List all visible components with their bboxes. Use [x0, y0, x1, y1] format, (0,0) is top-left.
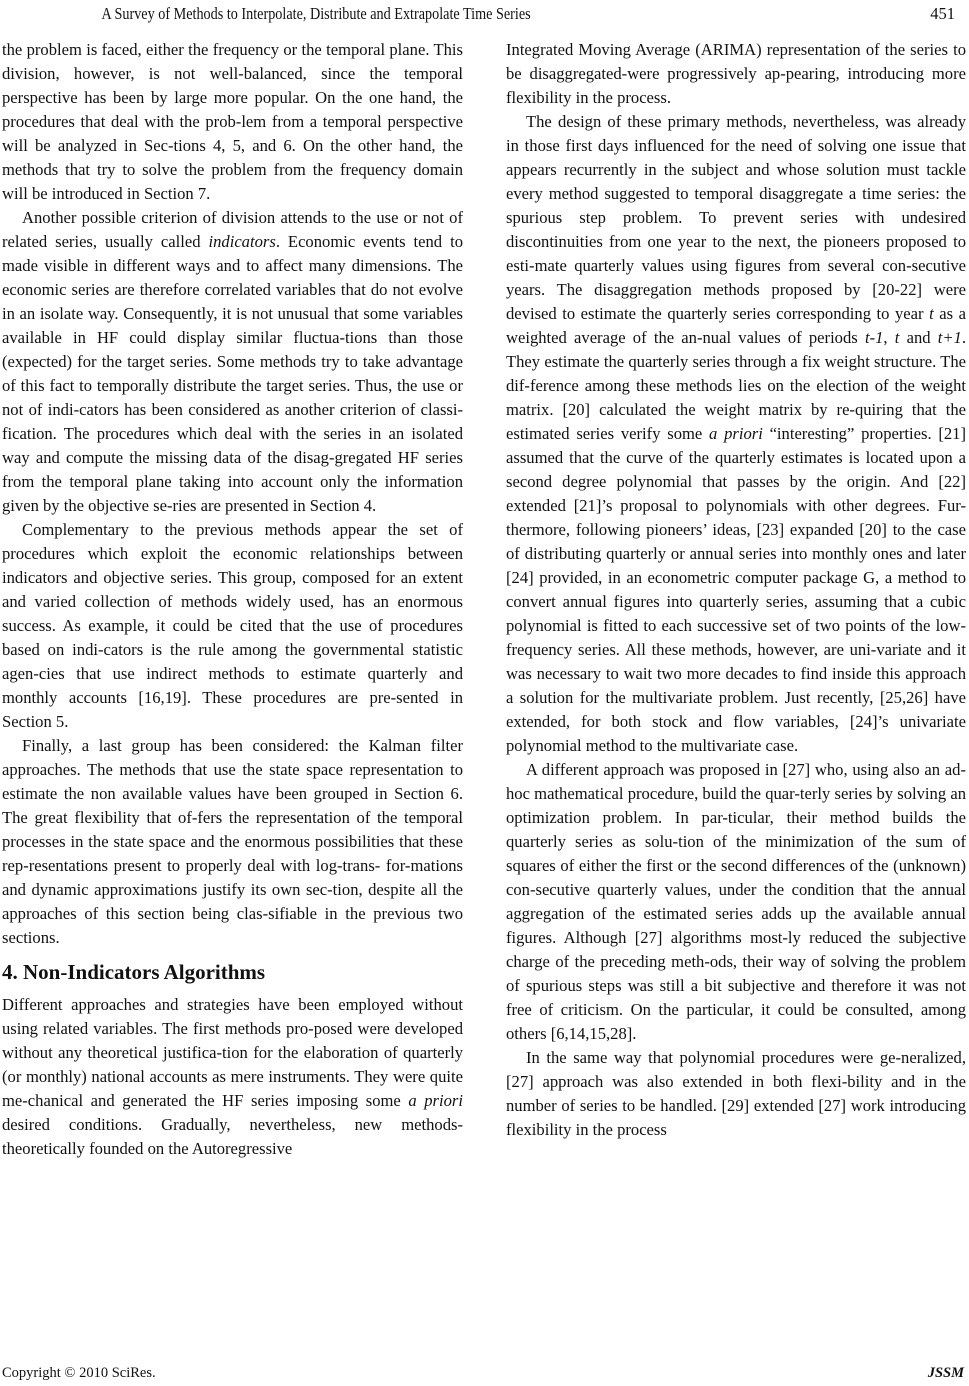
text-run: Different approaches and strategies have been employed without using related variables. The first methods pro-posed were developed without any theoretical justifica-tion for the elaboration of quarterly (or monthly) national accounts as mere instruments. They were quite me-chanical and generated the HF series imposing some [2, 995, 463, 1110]
page-number: 451 [930, 4, 955, 23]
running-header [0, 4, 833, 26]
paragraph [2, 206, 463, 518]
paragraph [506, 110, 966, 758]
section-heading: 4. Non-Indicators Algorithms [2, 960, 266, 984]
text-run: The design of these primary methods, nevertheless, was already in those first days influenced for the need of solving one issue that appears recurrently in the subject and whose solution must tackle every method suggested to temporal disaggregate a time series: the spurious step problem. To prevent series with undesired discontinuities from one year to the next, the pioneers proposed to esti-mate quarterly values using figures from several con-secutive years. The disaggregation methods proposed by [20-22] were devised to estimate the quarterly series corresponding to year [506, 112, 966, 323]
italic-term: t+1 [937, 328, 962, 347]
paragraph: Finally, a last group has been considered: the Kalman filter approaches. The methods that use the state space representation to estimate the non available values have been grouped in Section 6. The great flexibility that of-fers the representation of the temporal processes in the state space and the enormous possibilities that these rep-resentations present to properly deal with log-trans- for-mations and dynamic approximations justify its own sec-tion, despite all the approaches of this section being clas-sifiable in the previous two sections. [2, 736, 463, 947]
copyright-notice: Copyright © 2010 SciRes. [2, 1365, 156, 1381]
italic-term: t-1 [864, 328, 884, 347]
italic-term: t [894, 328, 900, 347]
paragraph: A different approach was proposed in [27] who, using also an ad-hoc mathematical procedure, build the quar-terly series by solving an optimization problem. In par-ticular, their method builds the quarterly series as solu-tion of the minimization of the sum of squares of either the first or the second differences of the (unknown) con-secutive quarterly values, under the condition that the annual aggregation of the estimated series adds up the available annual figures. Although [27] algorithms most-ly reduced the subjective charge of the preceding meth-ods, their way of solving the problem of spurious steps was still a bit subjective and therefore it was not free of criticism. On the particular, it could be consulted, among others [6,14,15,28]. [506, 760, 966, 1043]
text-run: and [899, 328, 938, 347]
left-column [2, 38, 463, 1161]
journal-abbreviation: JSSM [927, 1365, 964, 1381]
paragraph: Complementary to the previous methods appear the set of procedures which exploit the economic relationships between indicators and objective series. This group, composed for an extent and varied collection of methods widely used, has an enormous success. As example, it could be cited that the use of procedures based on indi-cators is the rule among the governmental statistic agen-cies that use indirect methods to estimate quarterly and monthly accounts [16,19]. These procedures are pre-sented in Section 5. [2, 520, 463, 731]
right-column [506, 38, 966, 1142]
running-title: A Survey of Methods to Interpolate, Distribute and Extrapolate Time Series [101, 4, 531, 23]
paragraph: Integrated Moving Average (ARIMA) representation of the series to be disaggregated-were progressively ap-pearing, introducing more flexibility in the process. [506, 40, 966, 107]
text-run: . Economic events tend to made visible in different ways and to affect many dimensions. The economic series are therefore correlated variables that do not evolve in an isolate way. Consequently, it is not unusual that some variables available in HF could display similar fluctua-tions than those (expected) for the target series. Some methods try to take advantage of this fact to temporally distribute the target series. Thus, the use or not of indi-cators has been considered as another criterion of classi-fication. The procedures which deal with the series in an isolated way and compute the missing data of the disag-gregated HF series from the temporal plane taking into account only the information given by the objective se-ries are presented in Section 4. [2, 232, 463, 515]
italic-term: a priori [709, 424, 763, 443]
text-run: “interesting” properties. [21] assumed that the curve of the quarterly estimates is located upon a second degree polynomial that passes by the origin. And [22] extended [21]’s proposal to polynomials with other degrees. Fur-thermore, following pioneers’ ideas, [23] expanded [20] to the case of distributing quarterly or annual series into monthly ones and later [24] provided, in an econometric computer package G, a method to convert annual figures into quarterly series, assuming that a cubic polynomial is fitted to each successive set of two points of the low-frequency series. All these methods, however, are uni-variate and it was necessary to wait two more decades to find inside this approach a solution for the multivariate problem. Just recently, [25,26] have extended, for both stock and flow variables, [24]’s univariate polynomial method to the multivariate case. [506, 424, 966, 755]
italic-term: a priori [408, 1091, 463, 1110]
italic-term: t [929, 304, 934, 323]
text-run: Another possible criterion of division attends to the use or not of related series, usually called [2, 208, 463, 251]
paragraph [2, 993, 463, 1161]
text-run: desired conditions. Gradually, nevertheless, new methods-theoretically founded on the Autoregressive [2, 1115, 463, 1158]
text-run: as a weighted average of the an-nual values of periods [506, 304, 966, 347]
text-run: . They estimate the quarterly series through a fix weight structure. The dif-ference among these methods lies on the election of the weight matrix. [20] calculated the weight matrix by re-quiring that the estimated series verify some [506, 328, 967, 443]
italic-term: indicators [208, 232, 276, 251]
paragraph: In the same way that polynomial procedures were ge-neralized, [27] approach was also extended in both flexi-bility and in the number of series to be handled. [29] extended [27] work introducing flexibility in the process [506, 1048, 966, 1139]
paragraph: the problem is faced, either the frequency or the temporal plane. This division, however, is not well-balanced, since the temporal perspective has been by large more popular. On the one hand, the procedures that deal with the prob-lem from a temporal perspective will be analyzed in Sec-tions 4, 5, and 6. On the other hand, the methods that try to solve the problem from the frequency domain will be introduced in Section 7. [2, 40, 463, 203]
text-run: , [883, 328, 895, 347]
